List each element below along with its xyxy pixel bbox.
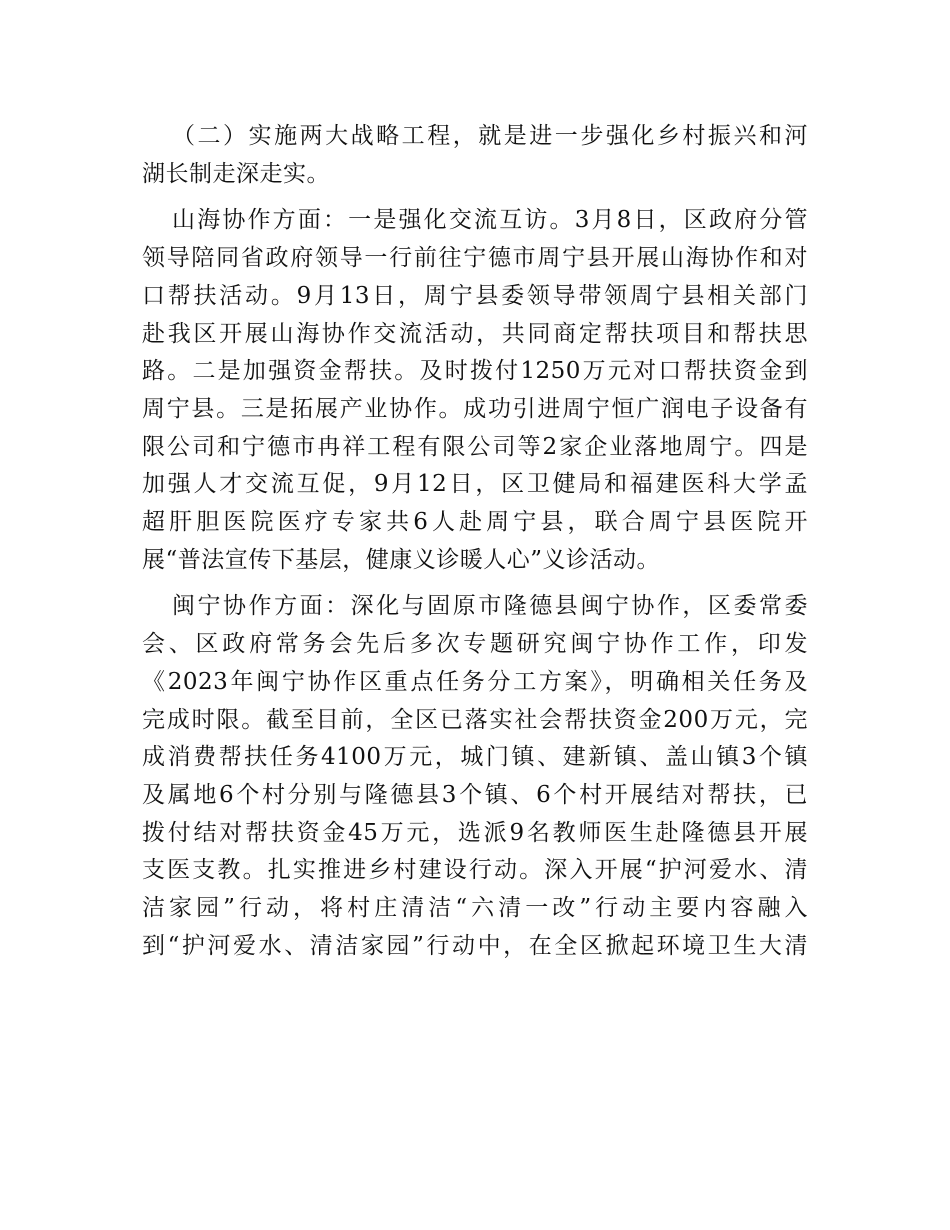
paragraph-line: 支医支教。扎实推进乡村建设行动。深入开展“护河爱水、清 — [142, 857, 808, 884]
paragraph-line: 周宁县。三是拓展产业协作。成功引进周宁恒广润电子设备有 — [142, 395, 808, 422]
paragraph-line: 路。二是加强资金帮扶。及时拨付1250万元对口帮扶资金到 — [142, 358, 808, 385]
paragraph-line: 及属地6个村分别与隆德县3个镇、6个村开展结对帮扶，已 — [142, 781, 808, 808]
document-body — [142, 118, 808, 965]
paragraph-line: 湖长制走深走实。 — [142, 160, 330, 187]
paragraph-fujian-ningxia-cooperation — [142, 588, 808, 965]
paragraph-line: 限公司和宁德市冉祥工程有限公司等2家企业落地周宁。四是 — [142, 433, 808, 460]
paragraph-line: 口帮扶活动。9月13日，周宁县委领导带领周宁县相关部门 — [142, 282, 808, 309]
paragraph-line: （二）实施两大战略工程，就是进一步强化乡村振兴和河 — [172, 123, 808, 149]
paragraph-line: 会、区政府常务会先后多次专题研究闽宁协作工作，印发 — [142, 631, 808, 658]
paragraph-strategy-heading — [142, 118, 808, 193]
paragraph-line: 洁家园”行动，将村庄清洁“六清一改”行动主要内容融入 — [142, 895, 808, 922]
paragraph-line: 成消费帮扶任务4100万元，城门镇、建新镇、盖山镇3个镇 — [142, 744, 808, 771]
paragraph-line: 加强人才交流互促，9月12日，区卫健局和福建医科大学孟 — [142, 471, 808, 498]
paragraph-mountain-sea-cooperation — [142, 202, 808, 579]
paragraph-line: 领导陪同省政府领导一行前往宁德市周宁县开展山海协作和对 — [142, 245, 808, 272]
paragraph-line: 拨付结对帮扶资金45万元，选派9名教师医生赴隆德县开展 — [142, 819, 808, 846]
paragraph-line: 超肝胆医院医疗专家共6人赴周宁县，联合周宁县医院开 — [142, 509, 808, 536]
paragraph-line: 赴我区开展山海协作交流活动，共同商定帮扶项目和帮扶思 — [142, 320, 808, 347]
paragraph-line: 闽宁协作方面：深化与固原市隆德县闽宁协作，区委常委 — [172, 593, 808, 620]
paragraph-line: 到“护河爱水、清洁家园”行动中，在全区掀起环境卫生大清 — [142, 932, 808, 959]
paragraph-line: 《2023年闽宁协作区重点任务分工方案》，明确相关任务及 — [142, 668, 808, 695]
paragraph-line: 山海协作方面：一是强化交流互访。3月8日，区政府分管 — [172, 207, 808, 234]
paragraph-line: 完成时限。截至目前，全区已落实社会帮扶资金200万元，完 — [142, 706, 808, 733]
paragraph-line: 展“普法宣传下基层，健康义诊暖人心”义诊活动。 — [142, 546, 661, 573]
